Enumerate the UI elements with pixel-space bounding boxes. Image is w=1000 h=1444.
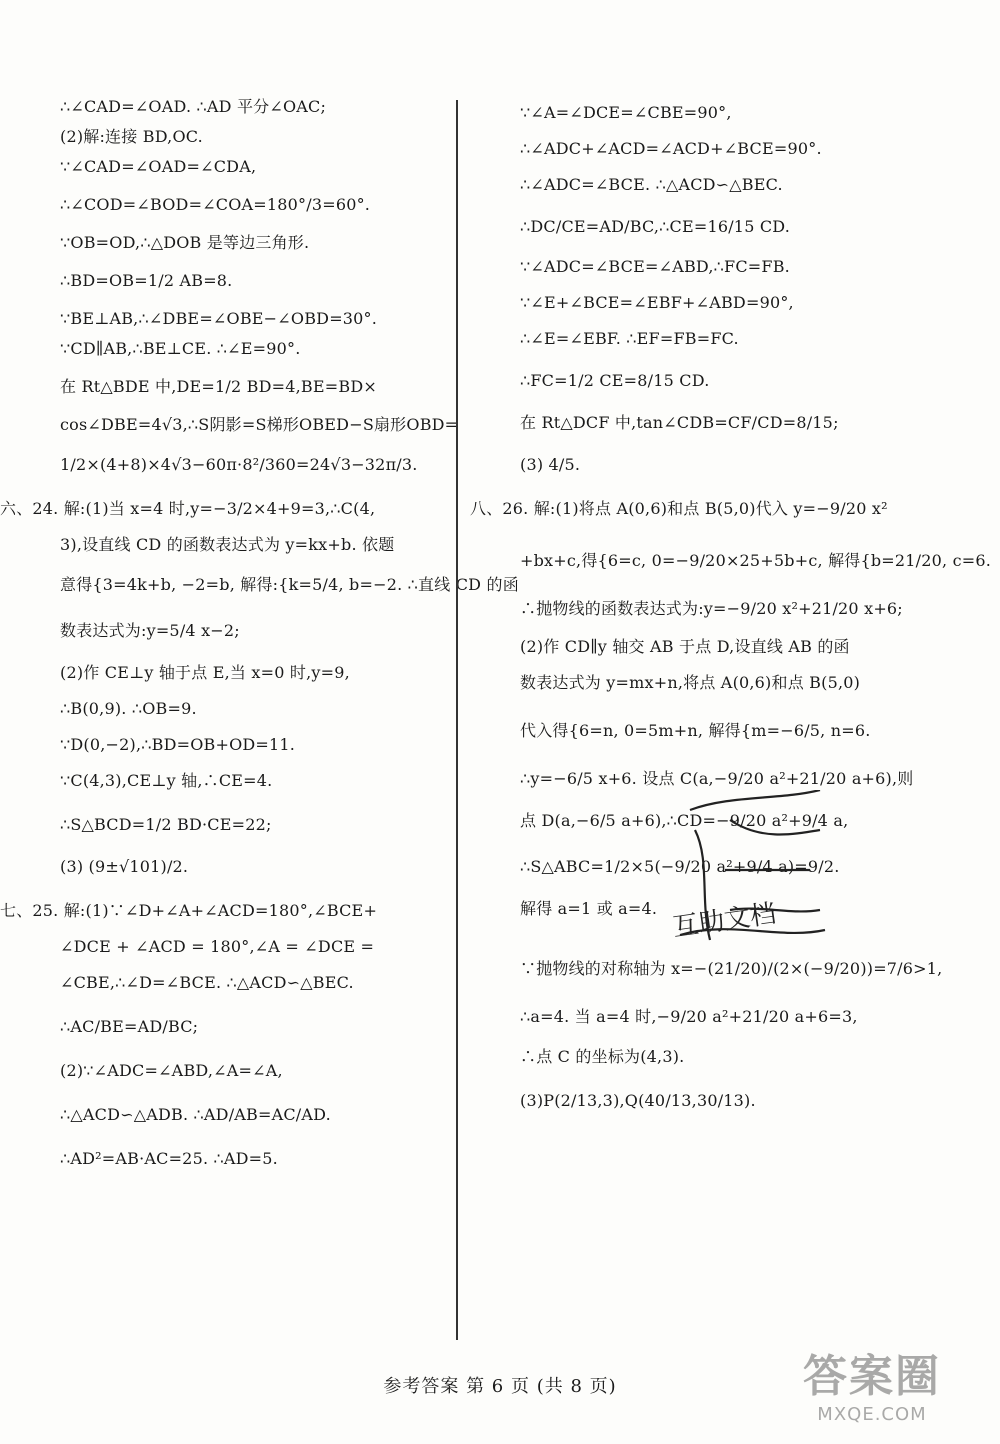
page-footer: 参考答案 第 6 页 (共 8 页) — [383, 1376, 617, 1397]
answer-line: 数表达式为 y=mx+n,将点 A(0,6)和点 B(5,0) — [520, 673, 861, 692]
answer-line: ∵抛物线的对称轴为 x=−(21/20)/(2×(−9/20))=7/6>1, — [520, 959, 943, 978]
answer-line: ∴∠COD=∠BOD=∠COA=180°/3=60°. — [60, 195, 371, 214]
answer-line: (3)P(2/13,3),Q(40/13,30/13). — [520, 1091, 756, 1110]
answer-line: ∴点 C 的坐标为(4,3). — [520, 1047, 685, 1066]
answer-line: ∵C(4,3),CE⊥y 轴,∴CE=4. — [60, 771, 273, 790]
left-column — [0, 92, 519, 1174]
answer-line: 意得{3=4k+b, −2=b, 解得:{k=5/4, b=−2. ∴直线 CD 的函 — [60, 575, 519, 594]
answer-line: (2)作 CE⊥y 轴于点 E,当 x=0 时,y=9, — [60, 663, 350, 682]
answer-line: 数表达式为:y=5/4 x−2; — [60, 621, 240, 640]
answer-line: ∴AD²=AB·AC=25. ∴AD=5. — [60, 1149, 278, 1168]
answer-line: 六、24. 解:(1)当 x=4 时,y=−3/2×4+9=3,∴C(4, — [0, 499, 376, 518]
answer-line: ∵CD∥AB,∴BE⊥CE. ∴∠E=90°. — [60, 339, 301, 358]
answer-line: (2)作 CD∥y 轴交 AB 于点 D,设直线 AB 的函 — [520, 637, 850, 656]
answer-line: 解得 a=1 或 a=4. — [520, 899, 658, 918]
answer-line: ∴DC/CE=AD/BC,∴CE=16/15 CD. — [520, 217, 791, 236]
answer-line: ∵D(0,−2),∴BD=OB+OD=11. — [60, 735, 296, 754]
answer-line: (2)解:连接 BD,OC. — [60, 127, 203, 146]
answer-line: ∠CBE,∴∠D=∠BCE. ∴△ACD∽△BEC. — [60, 973, 354, 992]
answer-line: ∴抛物线的函数表达式为:y=−9/20 x²+21/20 x+6; — [520, 599, 903, 618]
answer-line: ∴S△ABC=1/2×5(−9/20 a²+9/4 a)=9/2. — [520, 857, 840, 876]
answer-line: (3) 4/5. — [520, 455, 581, 474]
answer-line: ∵OB=OD,∴△DOB 是等边三角形. — [60, 233, 310, 252]
answer-line: ∴a=4. 当 a=4 时,−9/20 a²+21/20 a+6=3, — [520, 1007, 858, 1026]
answer-line: ∵∠CAD=∠OAD=∠CDA, — [60, 157, 257, 176]
answer-line: ∴BD=OB=1/2 AB=8. — [60, 271, 233, 290]
answer-line: ∴FC=1/2 CE=8/15 CD. — [520, 371, 710, 390]
answer-line: ∴∠ADC+∠ACD=∠ACD+∠BCE=90°. — [520, 139, 822, 158]
answer-line: (3) (9±√101)/2. — [60, 857, 189, 876]
answer-line: ∴B(0,9). ∴OB=9. — [60, 699, 197, 718]
answer-line: cos∠DBE=4√3,∴S阴影=S梯形OBED−S扇形OBD= — [60, 415, 459, 434]
watermark-logo: 答案圈 — [803, 1350, 941, 1402]
answer-line: 在 Rt△BDE 中,DE=1/2 BD=4,BE=BD× — [60, 377, 377, 396]
answer-line: 3),设直线 CD 的函数表达式为 y=kx+b. 依题 — [60, 535, 395, 554]
answer-line: ∠DCE + ∠ACD = 180°,∠A = ∠DCE = — [60, 937, 375, 956]
answer-line: +bx+c,得{6=c, 0=−9/20×25+5b+c, 解得{b=21/20, c=6. — [520, 551, 992, 570]
answer-line: 代入得{6=n, 0=5m+n, 解得{m=−6/5, n=6. — [520, 721, 871, 740]
site-watermark — [772, 1342, 972, 1425]
column-divider — [456, 100, 458, 1340]
answer-line: ∵∠E+∠BCE=∠EBF+∠ABD=90°, — [520, 293, 794, 312]
answer-line: ∴S△BCD=1/2 BD·CE=22; — [60, 815, 272, 834]
answer-line: ∵∠A=∠DCE=∠CBE=90°, — [520, 103, 732, 122]
watermark-url: MXQE.COM — [817, 1403, 927, 1425]
answer-line: 七、25. 解:(1)∵∠D+∠A+∠ACD=180°,∠BCE+ — [0, 901, 378, 920]
answer-line: ∴∠CAD=∠OAD. ∴AD 平分∠OAC; — [60, 97, 327, 116]
answer-line: ∵∠ADC=∠BCE=∠ABD,∴FC=FB. — [520, 257, 790, 276]
answer-line: ∴△ACD∽△ADB. ∴AD/AB=AC/AD. — [60, 1105, 331, 1124]
answer-line: ∴∠ADC=∠BCE. ∴△ACD∽△BEC. — [520, 175, 783, 194]
answer-line: ∵BE⊥AB,∴∠DBE=∠OBE−∠OBD=30°. — [60, 309, 378, 328]
answer-line: 八、26. 解:(1)将点 A(0,6)和点 B(5,0)代入 y=−9/20 x² — [470, 499, 888, 518]
handwriting-text: 互助文档 — [670, 898, 778, 944]
answer-line: ∴y=−6/5 x+6. 设点 C(a,−9/20 a²+21/20 a+6),则 — [520, 769, 914, 788]
answer-line: ∴AC/BE=AD/BC; — [60, 1017, 199, 1036]
answer-line: (2)∵∠ADC=∠ABD,∠A=∠A, — [60, 1061, 283, 1080]
answer-line: 在 Rt△DCF 中,tan∠CDB=CF/CD=8/15; — [520, 413, 839, 432]
answer-line: ∴∠E=∠EBF. ∴EF=FB=FC. — [520, 329, 739, 348]
answer-line: 点 D(a,−6/5 a+6),∴CD=−9/20 a²+9/4 a, — [520, 811, 849, 830]
right-column — [470, 98, 992, 1116]
answer-line: 1/2×(4+8)×4√3−60π·8²/360=24√3−32π/3. — [60, 455, 418, 474]
